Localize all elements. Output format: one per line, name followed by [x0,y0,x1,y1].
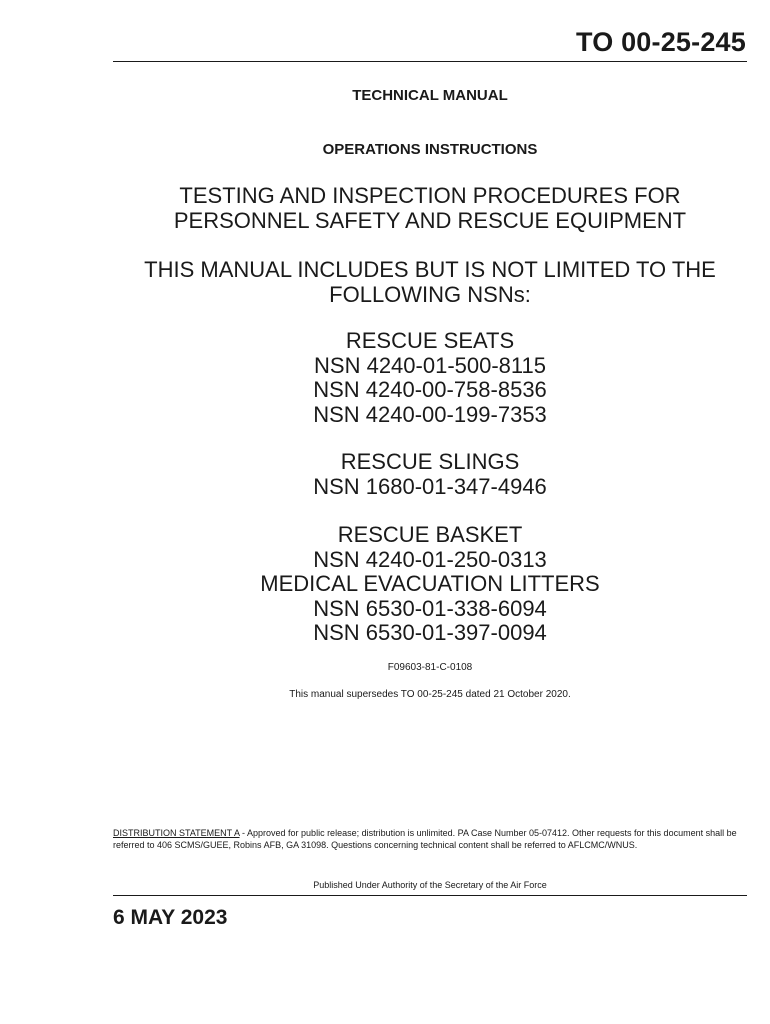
distribution-label: DISTRIBUTION STATEMENT A [113,828,240,838]
publishing-authority: Published Under Authority of the Secretary of the Air Force [313,880,547,890]
manual-type-label: TECHNICAL MANUAL [352,87,508,104]
bottom-divider [113,895,747,896]
nsn-line: NSN 4240-01-500-8115 [314,352,546,378]
group-heading: RESCUE SEATS [345,328,515,353]
nsn-line: NSN 4240-00-199-7353 [313,401,547,427]
includes-line: FOLLOWING NSNs: [329,282,531,307]
supersedes-notice: This manual supersedes TO 00-25-245 dated 21 October 2020. [289,689,571,700]
category-label: OPERATIONS INSTRUCTIONS [322,141,538,158]
rescue-seats-group [113,329,747,427]
nsn-line: NSN 1680-01-347-4946 [313,473,547,499]
includes-statement [113,257,747,307]
distribution-text: - Approved for public release; distribution is unlimited. PA Case Number 05-07412. Other requests for this document shall be referred to 406 SCMS/GUEE, Robins AFB, GA 31098. Questions concerning technical content shall be referred to AFLCMC/WNUS. [113,828,737,850]
rescue-slings-group [113,450,747,499]
publication-date: 6 MAY 2023 [113,906,228,929]
nsn-line: NSN 6530-01-338-6094 [313,595,547,621]
nsn-line: NSN 4240-00-758-8536 [313,377,547,402]
group-heading: RESCUE BASKET [337,522,523,547]
nsn-line: NSN 6530-01-397-0094 [313,620,547,645]
contract-number: F09603-81-C-0108 [387,662,473,673]
rescue-basket-and-litters-group [113,523,747,646]
nsn-line: NSN 4240-01-250-0313 [313,546,547,572]
group-heading: RESCUE SLINGS [340,449,520,474]
top-divider [113,61,747,62]
to-number: TO 00-25-245 [575,27,746,57]
title-line: PERSONNEL SAFETY AND RESCUE EQUIPMENT [173,208,687,233]
title-line: TESTING AND INSPECTION PROCEDURES FOR [179,183,681,208]
group-heading: MEDICAL EVACUATION LITTERS [260,571,600,596]
distribution-statement [113,828,747,851]
manual-title [113,183,747,233]
includes-line: THIS MANUAL INCLUDES BUT IS NOT LIMITED TO THE [144,257,716,282]
